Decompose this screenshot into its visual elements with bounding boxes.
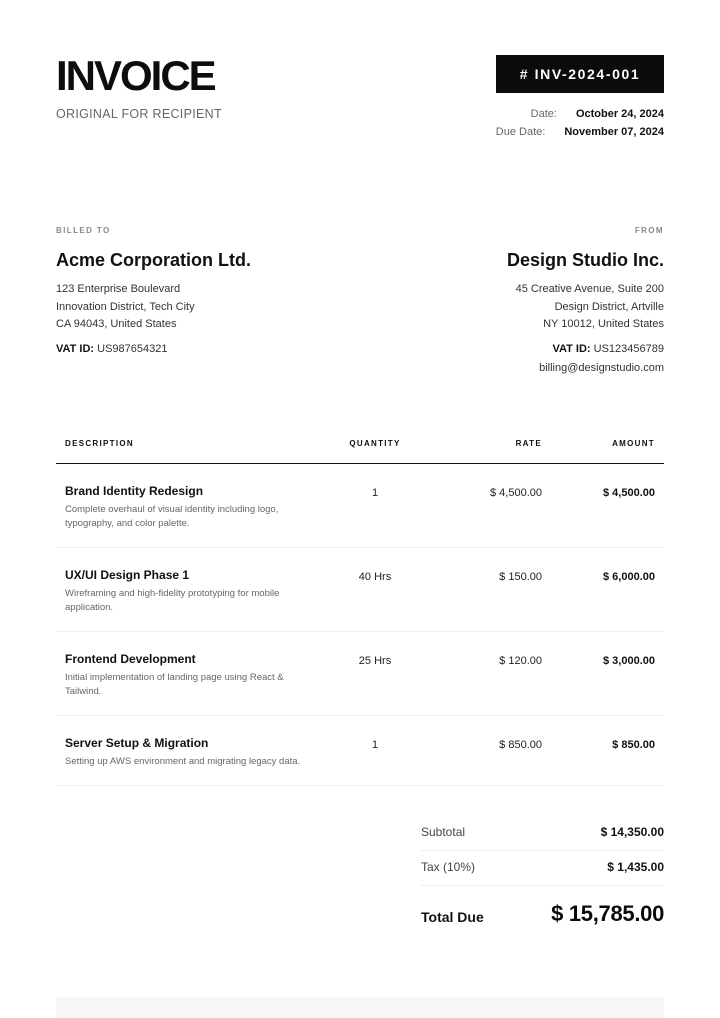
item-quantity: 1 xyxy=(371,739,379,751)
invoice-title: INVOICE xyxy=(56,52,215,99)
billed-to-label: BILLED TO xyxy=(56,226,111,235)
client-name: Acme Corporation Ltd. xyxy=(56,250,252,270)
vendor-vat-label: VAT ID: xyxy=(552,343,591,355)
item-amount: $ 6,000.00 xyxy=(603,571,655,583)
client-address-line: Innovation District, Tech City xyxy=(56,300,195,313)
col-rate: RATE xyxy=(515,439,542,448)
item-description-cell xyxy=(65,736,315,769)
invoice-number-badge: # INV-2024-001 xyxy=(496,55,664,93)
item-name: Server Setup & Migration xyxy=(65,736,209,750)
item-amount: $ 4,500.00 xyxy=(603,487,655,499)
invoice-subtitle: ORIGINAL FOR RECIPIENT xyxy=(56,107,222,121)
table-row xyxy=(56,632,664,716)
subtotal-label: Subtotal xyxy=(421,825,466,839)
tax-label: Tax (10%) xyxy=(421,860,476,874)
line-items-table xyxy=(56,428,664,786)
vendor-address-line: 45 Creative Avenue, Suite 200 xyxy=(515,283,664,295)
col-description: DESCRIPTION xyxy=(65,439,134,448)
total-due-row xyxy=(421,886,664,948)
table-row xyxy=(56,464,664,548)
tax-value: $ 1,435.00 xyxy=(607,860,664,874)
item-name: Brand Identity Redesign xyxy=(65,484,204,498)
client-vat xyxy=(56,343,168,355)
due-date-label: Due Date: xyxy=(495,126,546,138)
vendor-email: billing@designstudio.com xyxy=(539,362,664,374)
footer-panel xyxy=(56,997,664,1018)
item-rate: $ 120.00 xyxy=(499,655,542,667)
table-row xyxy=(56,716,664,786)
invoice-date-row xyxy=(531,108,664,120)
client-vat-label: VAT ID: xyxy=(56,343,95,355)
item-amount: $ 3,000.00 xyxy=(603,655,655,667)
item-quantity: 25 Hrs xyxy=(358,655,392,667)
subtotal-value: $ 14,350.00 xyxy=(600,825,664,839)
item-description: Wireframing and high-fidelity prototyping for mobile application. xyxy=(65,588,280,613)
item-description-cell xyxy=(65,568,315,615)
col-amount: AMOUNT xyxy=(612,439,655,448)
item-description: Initial implementation of landing page using React & Tailwind. xyxy=(65,672,284,697)
subtotal-row xyxy=(421,816,664,851)
vendor-address-line: NY 10012, United States xyxy=(543,318,664,330)
item-description: Complete overhaul of visual identity including logo, typography, and color palette. xyxy=(65,504,279,529)
vendor-name: Design Studio Inc. xyxy=(506,250,664,270)
total-due-value: $ 15,785.00 xyxy=(551,901,664,926)
due-date-row xyxy=(496,126,664,138)
date-value: October 24, 2024 xyxy=(575,108,664,120)
col-quantity: QUANTITY xyxy=(349,439,401,448)
vendor-address-line: Design District, Artville xyxy=(554,300,664,313)
vendor-vat-value: US123456789 xyxy=(593,343,664,355)
tax-row xyxy=(421,851,664,886)
client-address xyxy=(56,281,195,334)
client-address-line: 123 Enterprise Boulevard xyxy=(56,283,181,295)
item-rate: $ 4,500.00 xyxy=(490,487,542,499)
table-header xyxy=(56,428,664,464)
item-name: UX/UI Design Phase 1 xyxy=(65,568,190,582)
client-vat-value: US987654321 xyxy=(97,343,168,355)
vendor-vat xyxy=(553,343,665,355)
item-description: Setting up AWS environment and migrating legacy data. xyxy=(65,756,301,767)
item-quantity: 40 Hrs xyxy=(358,571,392,583)
from-label: FROM xyxy=(634,226,664,235)
item-rate: $ 850.00 xyxy=(499,739,542,751)
date-label: Date: xyxy=(530,108,557,120)
item-rate: $ 150.00 xyxy=(499,571,542,583)
totals-section xyxy=(421,816,664,948)
item-name: Frontend Development xyxy=(65,652,196,666)
item-description-cell xyxy=(65,484,315,531)
item-description-cell xyxy=(65,652,315,699)
item-amount: $ 850.00 xyxy=(612,739,655,751)
item-quantity: 1 xyxy=(371,487,379,499)
due-date-value: November 07, 2024 xyxy=(564,126,664,138)
vendor-address xyxy=(516,281,664,334)
table-row xyxy=(56,548,664,632)
client-address-line: CA 94043, United States xyxy=(56,318,177,330)
total-due-label: Total Due xyxy=(421,909,484,925)
